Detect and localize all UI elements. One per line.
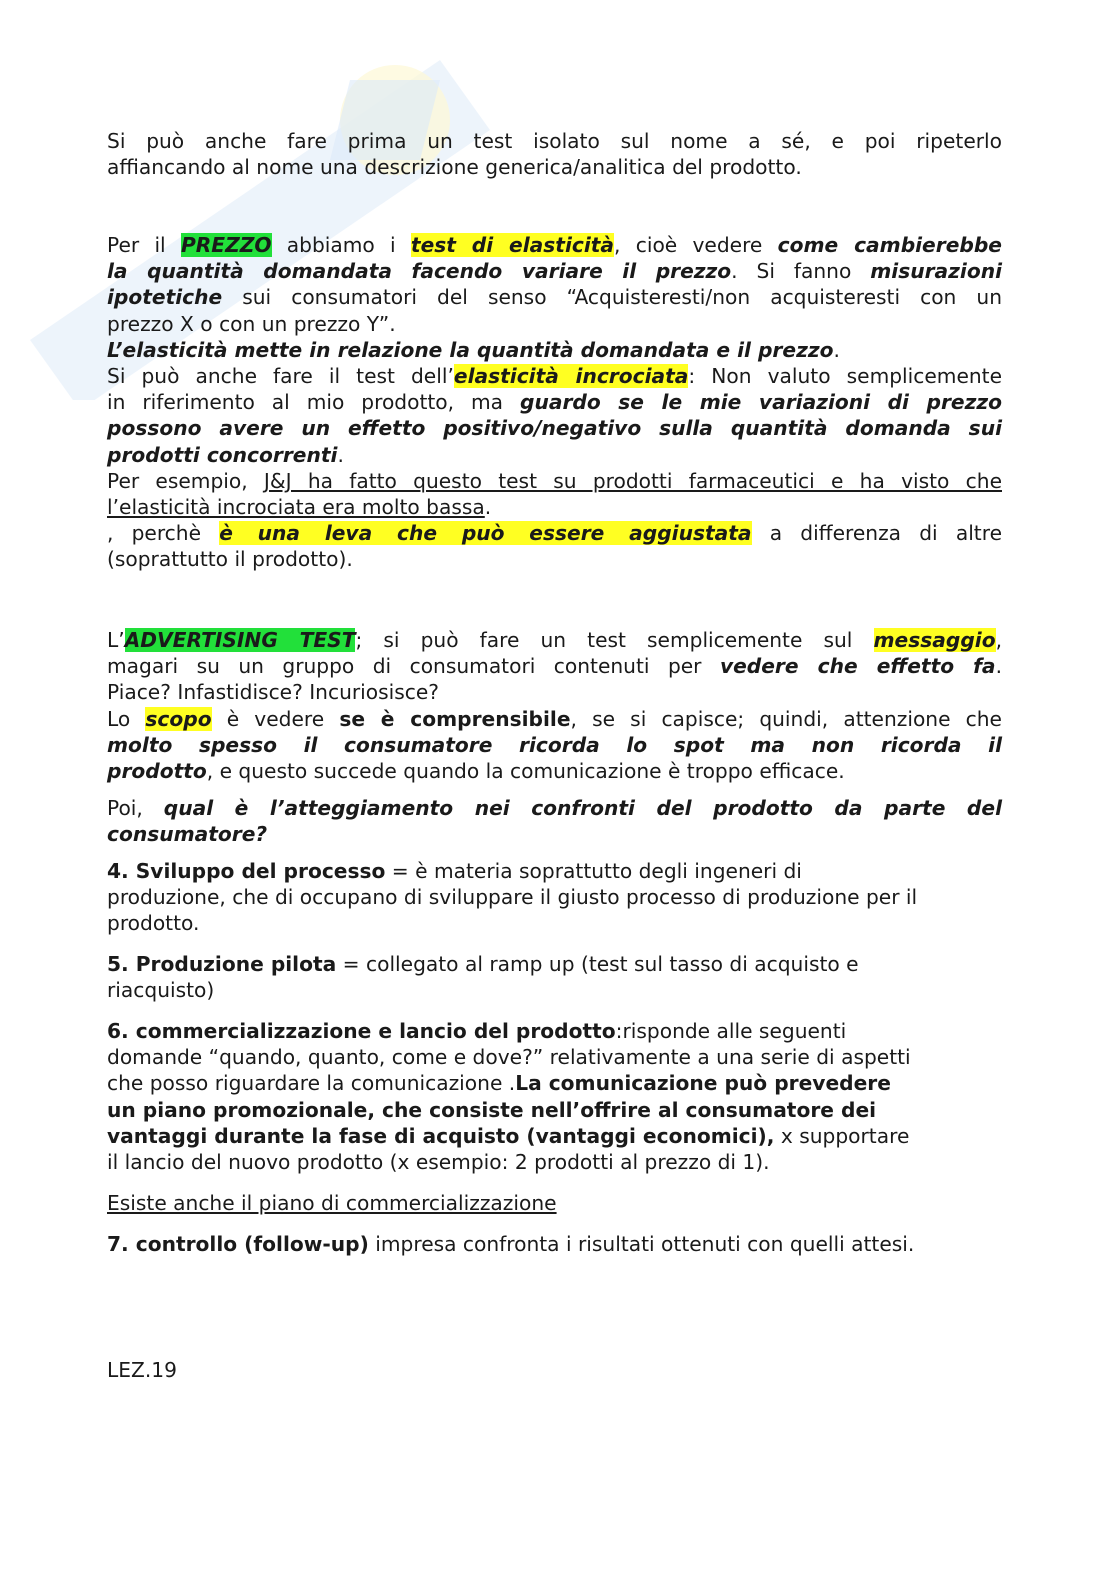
section-title: 7. controllo (follow-up) — [107, 1232, 369, 1256]
highlight-elasticita-incrociata: elasticità incrociata — [453, 364, 689, 389]
section-produzione-pilota — [107, 951, 1002, 1003]
text: , perchè — [107, 521, 220, 546]
text: x supportare — [774, 1123, 910, 1148]
text: è vedere — [211, 706, 340, 731]
section-commercializzazione — [107, 1018, 1002, 1175]
text: prodotti concorrenti — [107, 442, 338, 467]
text: : Non valuto semplicemente — [688, 364, 1003, 389]
text: . — [484, 495, 492, 520]
text-line: Si può anche fare prima un test isolato sul nome a sé, e poi ripeterlo — [107, 129, 1002, 153]
text: abbiamo i — [271, 233, 411, 257]
text: come cambierebbe — [777, 233, 1002, 257]
text-line: prezzo X o con un prezzo Y”. — [107, 311, 396, 336]
underlined-text: J&J ha fatto questo test su prodotti farmaceutici e ha visto che — [263, 468, 1002, 493]
text: guardo se le mie variazioni di prezzo — [520, 390, 1002, 415]
text: misurazioni — [870, 259, 1002, 284]
text: a differenza di altre — [751, 521, 1002, 546]
text: sui consumatori del senso “Acquisteresti/non acquisteresti con un — [222, 285, 1002, 310]
text: possono avere un effetto positivo/negativo sulla quantità domanda sui — [107, 416, 1002, 441]
text: vedere che effetto fa — [719, 654, 996, 679]
text-line: produzione, che di occupano di sviluppare il giusto processo di produzione per il — [107, 885, 918, 910]
text: molto spesso il consumatore ricorda lo spot ma non ricorda il — [107, 732, 1002, 757]
paragraph-atteggiamento — [107, 795, 1002, 847]
text: consumatore? — [107, 822, 268, 847]
paragraph-advertising — [107, 627, 1002, 784]
text: = collegato al ramp up (test sul tasso di acquisto e — [336, 952, 859, 976]
text: , se si capisce; quindi, attenzione che — [570, 706, 1002, 731]
text: Per esempio, — [107, 468, 264, 493]
text: . — [833, 337, 840, 362]
highlight-prezzo: PREZZO — [180, 233, 272, 257]
section-controllo — [107, 1231, 1002, 1257]
text: , — [995, 628, 1002, 652]
text-line: (soprattutto il prodotto). — [107, 547, 353, 572]
highlight-scopo: scopo — [145, 706, 212, 731]
underlined-text: l’elasticità incrociata era molto bassa — [107, 495, 485, 520]
highlight-messaggio: messaggio — [873, 628, 996, 652]
text: , e questo succede quando la comunicazione è troppo efficace. — [206, 759, 845, 784]
text: magari su un gruppo di consumatori contenuti per — [107, 654, 720, 679]
text: :risponde alle seguenti — [615, 1019, 847, 1043]
text: Poi, — [107, 796, 164, 820]
section-title: 5. Produzione pilota — [107, 952, 337, 976]
section-title: 4. Sviluppo del processo — [107, 859, 386, 883]
text: prodotto — [107, 759, 207, 784]
text-line: Piace? Infastidisce? Incuriosisce? — [107, 680, 439, 705]
lecture-footer: LEZ.19 — [107, 1358, 177, 1382]
piano-commercializzazione-link: Esiste anche il piano di commercializzazione — [107, 1191, 557, 1215]
text: la quantità domandata facendo variare il prezzo — [107, 259, 732, 284]
text: impresa confronta i risultati ottenuti con quelli attesi. — [368, 1232, 915, 1256]
text: che posso riguardare la comunicazione . — [107, 1071, 516, 1096]
highlight-leva: è una leva che può essere aggiustata — [219, 521, 752, 546]
text: qual è l’atteggiamento nei confronti del prodotto da parte del — [163, 796, 1002, 820]
text: Lo — [107, 706, 146, 731]
text: se è comprensibile — [339, 706, 571, 731]
text: La comunicazione può prevedere — [515, 1071, 891, 1096]
paragraph-prezzo — [107, 232, 1002, 573]
text: L’elasticità mette in relazione la quantità domandata e il prezzo — [107, 337, 834, 362]
text: . Si fanno — [731, 259, 871, 284]
text: ; si può fare un test semplicemente sul — [355, 628, 874, 652]
text: vantaggi durante la fase di acquisto (vantaggi economici), — [107, 1123, 775, 1148]
text: ipotetiche — [107, 285, 223, 310]
text: L’ — [107, 628, 125, 652]
text-line: il lancio del nuovo prodotto (x esempio: 2 prodotti al prezzo di 1). — [107, 1150, 770, 1175]
section-title: 6. commercializzazione e lancio del prodotto — [107, 1019, 616, 1043]
text-line: riacquisto) — [107, 978, 215, 1003]
text: un piano promozionale, che consiste nell’offrire al consumatore dei — [107, 1097, 877, 1122]
text-line: affiancando al nome una descrizione generica/analitica del prodotto. — [107, 155, 802, 180]
text: Si può anche fare il test dell’ — [107, 364, 454, 389]
text: in riferimento al mio prodotto, ma — [107, 390, 521, 415]
text: , cioè vedere — [614, 233, 778, 257]
highlight-advertising-test: ADVERTISING TEST — [124, 628, 356, 652]
paragraph-name-test — [107, 128, 1002, 180]
text: = è materia soprattutto degli ingeneri di — [385, 859, 802, 883]
highlight-test-elasticita: test di elasticità — [410, 233, 615, 257]
text: . — [995, 654, 1002, 679]
text-line: domande “quando, quanto, come e dove?” relativamente a una serie di aspetti — [107, 1045, 911, 1070]
text: . — [337, 442, 344, 467]
text: Per il — [107, 233, 181, 257]
text-line: prodotto. — [107, 911, 200, 936]
section-sviluppo-processo — [107, 858, 1002, 937]
